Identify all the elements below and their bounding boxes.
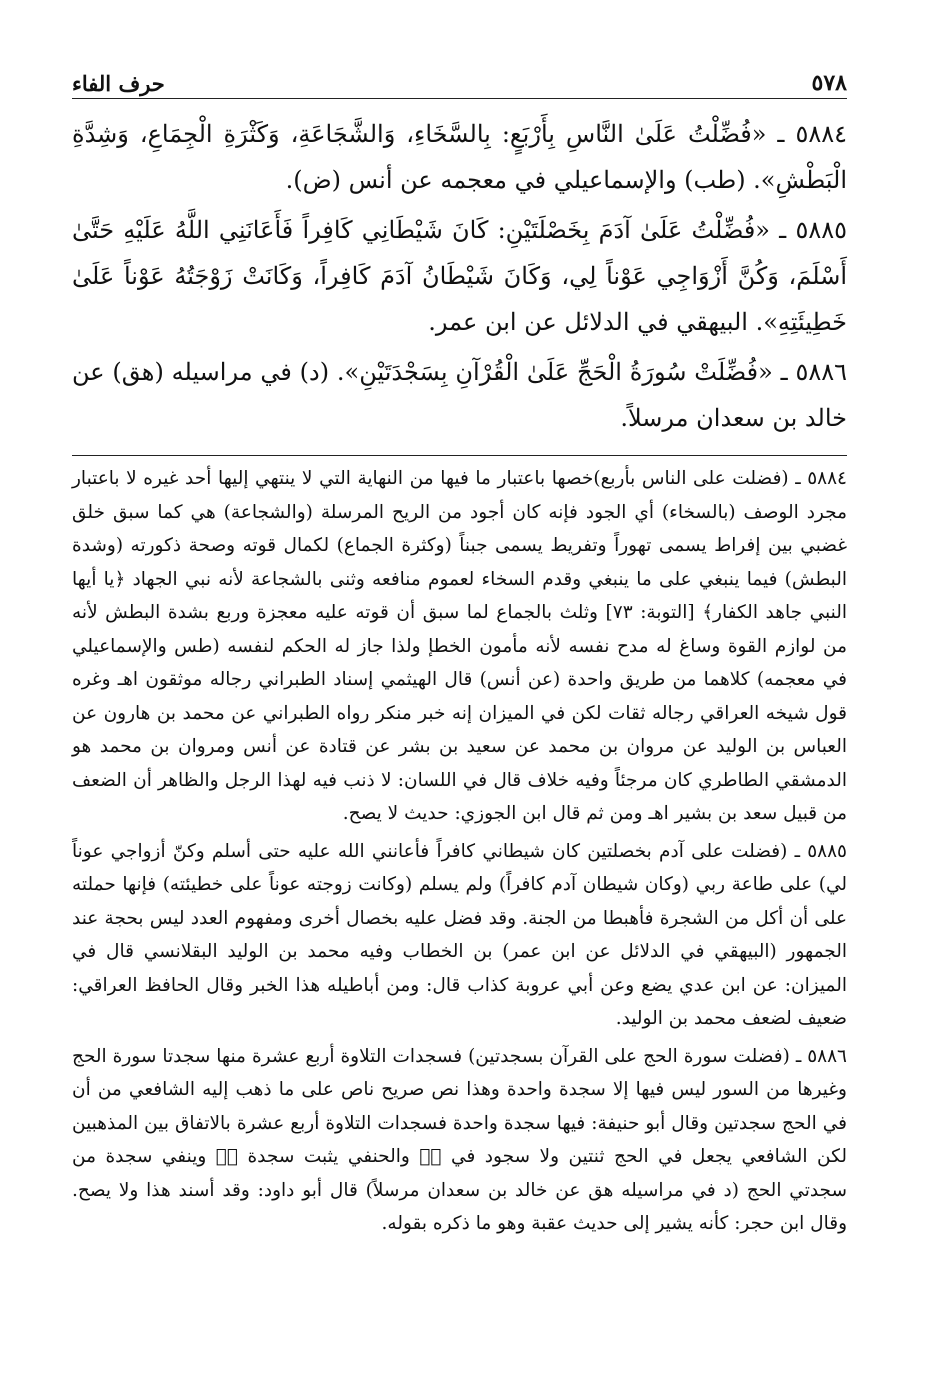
commentary-entry: ٥٨٨٥ ـ (فضلت على آدم بخصلتين كان شيطاني كافراً فأعانني الله عليه حتى أسلم وكنّ أزواجي عوناً لي) على طاعة ربي (وكان شيطان آدم كافراً) ولم يسلم (وكانت زوجته عوناً على خطيئته) فإنها حملته على أن أكل من الشجرة فأهبطا من الجنة. وقد فضل عليه بخصال أخرى ومفهوم العدد ليس بحجة عند الجمهور (البيهقي في الدلائل عن ابن عمر) بن الخطاب وفيه محمد بن الوليد البقلانسي قال في الميزان: عن ابن عدي يضع وعن أبي عروبة كذاب قال: ومن أباطيله هذا الخبر وقال الحافظ العراقي: ضعيف لضعف محمد بن الوليد. [72,840,847,1029]
hadith-section [72,111,847,441]
commentary-section [72,462,847,1241]
page-number: ٥٧٨ [811,70,847,96]
commentary-entry: ٥٨٨٤ ـ (فضلت على الناس بأربع)خصها باعتبار ما فيها من النهاية التي لا ينتهي إليها أحد غيره لا باعتبار مجرد الوصف (بالسخاء) أي الجود فإنه كان أجود من الريح المرسلة (والشجاعة) هي كما سبق خلق غضبي بين إفراط يسمى تهوراً وتفريط يسمى جبناً (وكثرة الجماع) لكمال قوته وصحة ذكورته (وشدة البطش) فيما ينبغي على ما ينبغي وقدم السخاء لعموم منافعه وثنى بالشجاعة لأنه نبي الجهاد ﴿يا أيها النبي جاهد الكفار﴾ [التوبة: ٧٣] وثلث بالجماع لما سبق أن قوته عليه معجزة وربع بشدة البطش لأنه من لوازم القوة وساغ له مدح نفسه لأنه مأمون الخطإ ولذا جاز له الحكم لنفسه (طس والإسماعيلي في معجمه) كلاهما من طريق واحدة (عن أنس) قال الهيثمي إسناد الطبراني رجاله موثقون اهـ وغره قول شيخه العراقي رجاله ثقات لكن في الميزان إنه خبر منكر رواه الطبراني عن محمد بن هارون عن العباس بن الوليد عن مروان بن محمد عن سعيد بن بشر عن قتادة عن أنس ومروان بن محمد هو الدمشقي الطاطري كان مرجئاً وفيه خلاف قال في اللسان: لا ذنب فيه لهذا الرجل والظاهر أن الضعف من قبيل سعد بن بشير اهـ ومن ثم قال ابن الجوزي: حديث لا يصح. [72,468,847,824]
chapter-title: حرف الفاء [72,71,165,96]
footnote-separator [72,455,847,456]
hadith-entry: ٥٨٨٦ ـ «فُضِّلَتْ سُورَةُ الْحَجِّ عَلَىٰ الْقُرْآنِ بِسَجْدَتَيْنِ». (د) في مراسيله (هق) عن خالد بن سعدان مرسلاً. [72,358,847,432]
book-page [72,60,847,1245]
commentary-entry: ٥٨٨٦ ـ (فضلت سورة الحج على القرآن بسجدتين) فسجدات التلاوة أربع عشرة منها سجدتا سورة الحج وغيرها من السور ليس فيها إلا سجدة واحدة وهذا نص صريح ناص على ما ذهب إليه الشافعي من أن في الحج سجدتين وقال أبو حنيفة: فيها سجدة واحدة فسجدات التلاوة أربع عشرة بالاتفاق بين المذهبين لكن الشافعي يجعل في الحج ثنتين ولا سجود في صۤ والحنفي يثبت سجدة صۤ وينفي سجدة من سجدتي الحج (د في مراسيله هق عن خالد بن سعدان مرسلاً) قال أبو داود: وقد أسند هذا ولا يصح. وقال ابن حجر: كأنه يشير إلى حديث عقبة وهو ما ذكره بقوله. [72,1045,847,1234]
hadith-entry: ٥٨٨٤ ـ «فُضِّلْتُ عَلَىٰ النَّاسِ بِأَرْبَعٍ: بِالسَّخَاءِ، وَالشَّجَاعَةِ، وَكَثْرَةِ الْجِمَاعِ، وَشِدَّةِ الْبَطْشِ». (طب) والإسماعيلي في معجمه عن أنس (ض). [72,120,847,194]
hadith-entry: ٥٨٨٥ ـ «فُضِّلْتُ عَلَىٰ آدَمَ بِخَصْلَتَيْنِ: كَانَ شَيْطَانِي كَافِراً فَأَعَانَنِي اللَّهُ عَلَيْهِ حَتَّىٰ أَسْلَمَ، وَكُنَّ أَزْوَاجِي عَوْناً لِي، وَكَانَ شَيْطَانُ آدَمَ كَافِراً، وَكَانَتْ زَوْجَتُهُ عَوْناً عَلَىٰ خَطِيئَتِهِ». البيهقي في الدلائل عن ابن عمر. [72,216,847,336]
page-header [72,60,847,99]
